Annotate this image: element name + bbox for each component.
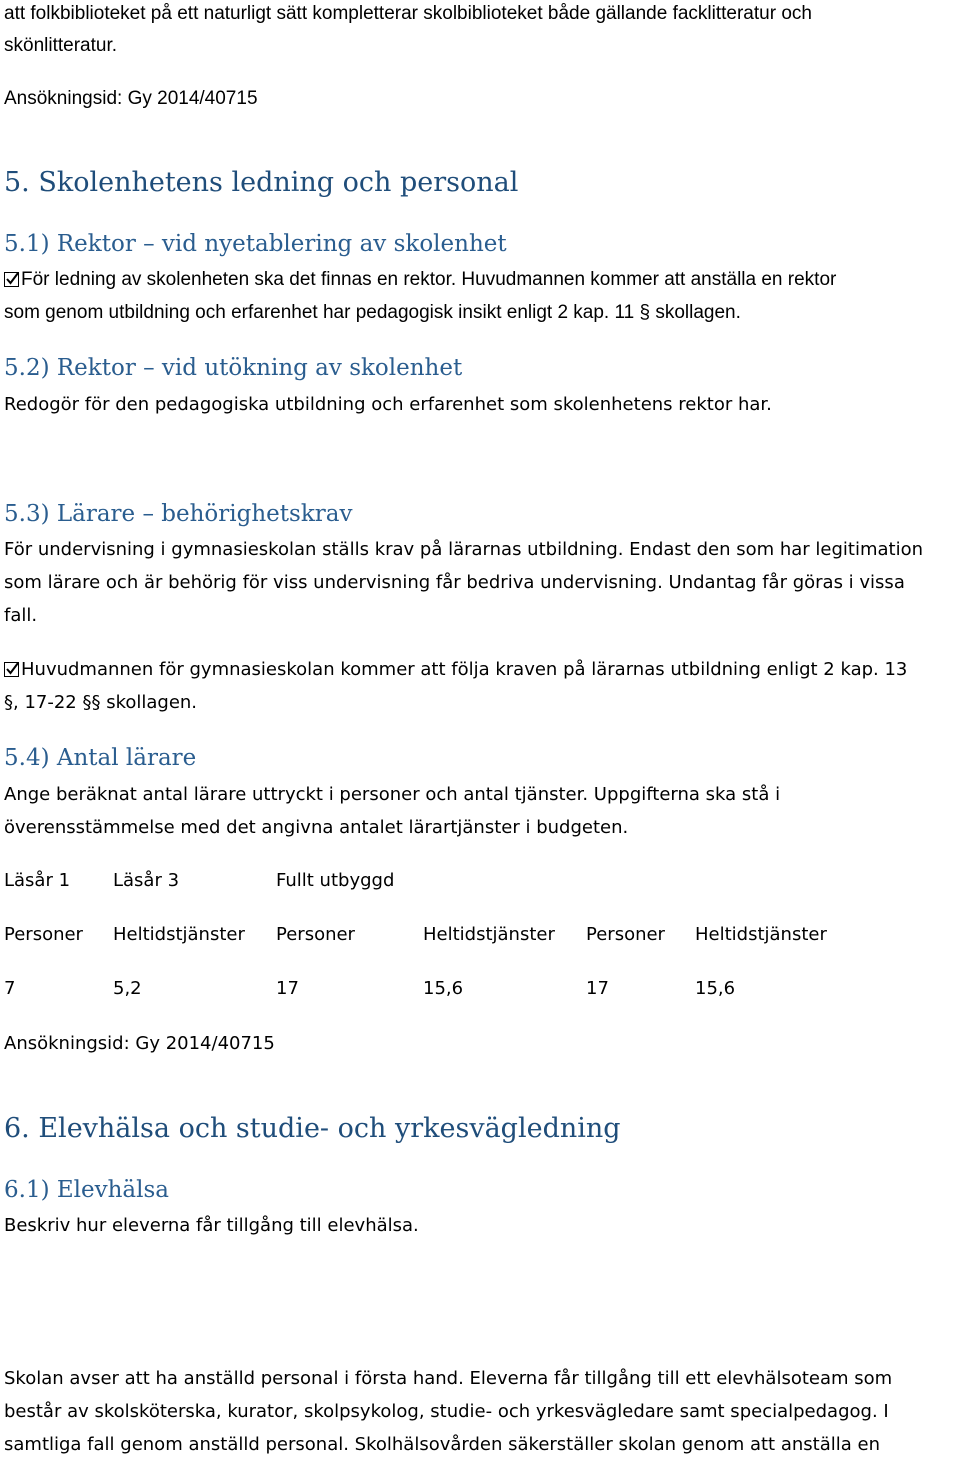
- group-label: Läsår 3: [113, 870, 180, 891]
- column-header: Heltidstjänster: [423, 924, 555, 945]
- section-5-3-check-line-2: §, 17-22 §§ skollagen.: [4, 692, 198, 713]
- answer-line-3: samtliga fall genom anställd personal. Skolhälsovården säkerställer skolan genom att anställa en: [4, 1434, 880, 1455]
- section-5-3-check-line-1: [4, 658, 907, 682]
- group-label: Läsår 1: [4, 870, 71, 891]
- table-value: 5,2: [113, 978, 142, 999]
- section-6-1-text: Beskriv hur eleverna får tillgång till elevhälsa.: [4, 1215, 419, 1236]
- section-5-4-line-1: Ange beräknat antal lärare uttryckt i personer och antal tjänster. Uppgifterna ska stå i: [4, 784, 781, 805]
- check-text: För ledning av skolenheten ska det finnas en rektor. Huvudmannen kommer att anställa en rektor: [21, 269, 837, 290]
- section-5-4-line-2: överensstämmelse med det angivna antalet lärartjänster i budgeten.: [4, 817, 629, 838]
- answer-line-1: Skolan avser att ha anställd personal i första hand. Eleverna får tillgång till ett elevhälsoteam som: [4, 1368, 893, 1389]
- section-5-3-line-3: fall.: [4, 605, 38, 626]
- section-5-4-heading: 5.4) Antal lärare: [4, 745, 197, 771]
- table-value: 7: [4, 978, 16, 999]
- teacher-count-table: [4, 870, 904, 1010]
- checked-checkbox-icon: [4, 272, 19, 287]
- section-5-3-heading: 5.3) Lärare – behörighetskrav: [4, 501, 353, 527]
- section-5-2-heading: 5.2) Rektor – vid utökning av skolenhet: [4, 355, 463, 381]
- checked-checkbox-icon: [4, 662, 19, 677]
- column-header: Personer: [4, 924, 83, 945]
- table-value: 17: [586, 978, 609, 999]
- check-text: Huvudmannen för gymnasieskolan kommer att följa kraven på lärarnas utbildning enligt 2 kap. 13: [21, 659, 908, 680]
- column-header: Heltidstjänster: [695, 924, 827, 945]
- section-5-1-check-line-2: som genom utbildning och erfarenhet har pedagogisk insikt enligt 2 kap. 11 § skollagen.: [4, 302, 741, 323]
- intro-line-2: skönlitteratur.: [4, 35, 117, 56]
- answer-line-2: består av skolsköterska, kurator, skolpsykolog, studie- och yrkesvägledare samt specialpedagog. I: [4, 1401, 889, 1422]
- section-5-1-heading: 5.1) Rektor – vid nyetablering av skolenhet: [4, 231, 507, 257]
- section-5-title: 5. Skolenhetens ledning och personal: [4, 167, 519, 198]
- column-header: Personer: [586, 924, 665, 945]
- table-value: 17: [276, 978, 299, 999]
- section-5-3-line-2: som lärare och är behörig för viss undervisning får bedriva undervisning. Undantag får göras i vissa: [4, 572, 905, 593]
- application-id: Ansökningsid: Gy 2014/40715: [4, 1033, 275, 1054]
- application-id: Ansökningsid: Gy 2014/40715: [4, 88, 258, 109]
- intro-line-1: att folkbiblioteket på ett naturligt sätt kompletterar skolbiblioteket både gällande facklitteratur och: [4, 3, 812, 24]
- section-6-title: 6. Elevhälsa och studie- och yrkesvägledning: [4, 1113, 621, 1144]
- table-value: 15,6: [695, 978, 736, 999]
- group-label: Fullt utbyggd: [276, 870, 395, 891]
- column-header: Personer: [276, 924, 355, 945]
- column-header: Heltidstjänster: [113, 924, 245, 945]
- section-5-2-text: Redogör för den pedagogiska utbildning och erfarenhet som skolenhetens rektor har.: [4, 394, 772, 415]
- section-5-3-line-1: För undervisning i gymnasieskolan ställs krav på lärarnas utbildning. Endast den som har legitimation: [4, 539, 924, 560]
- section-5-1-check-line-1: [4, 268, 836, 292]
- table-value: 15,6: [423, 978, 464, 999]
- section-6-1-heading: 6.1) Elevhälsa: [4, 1177, 170, 1203]
